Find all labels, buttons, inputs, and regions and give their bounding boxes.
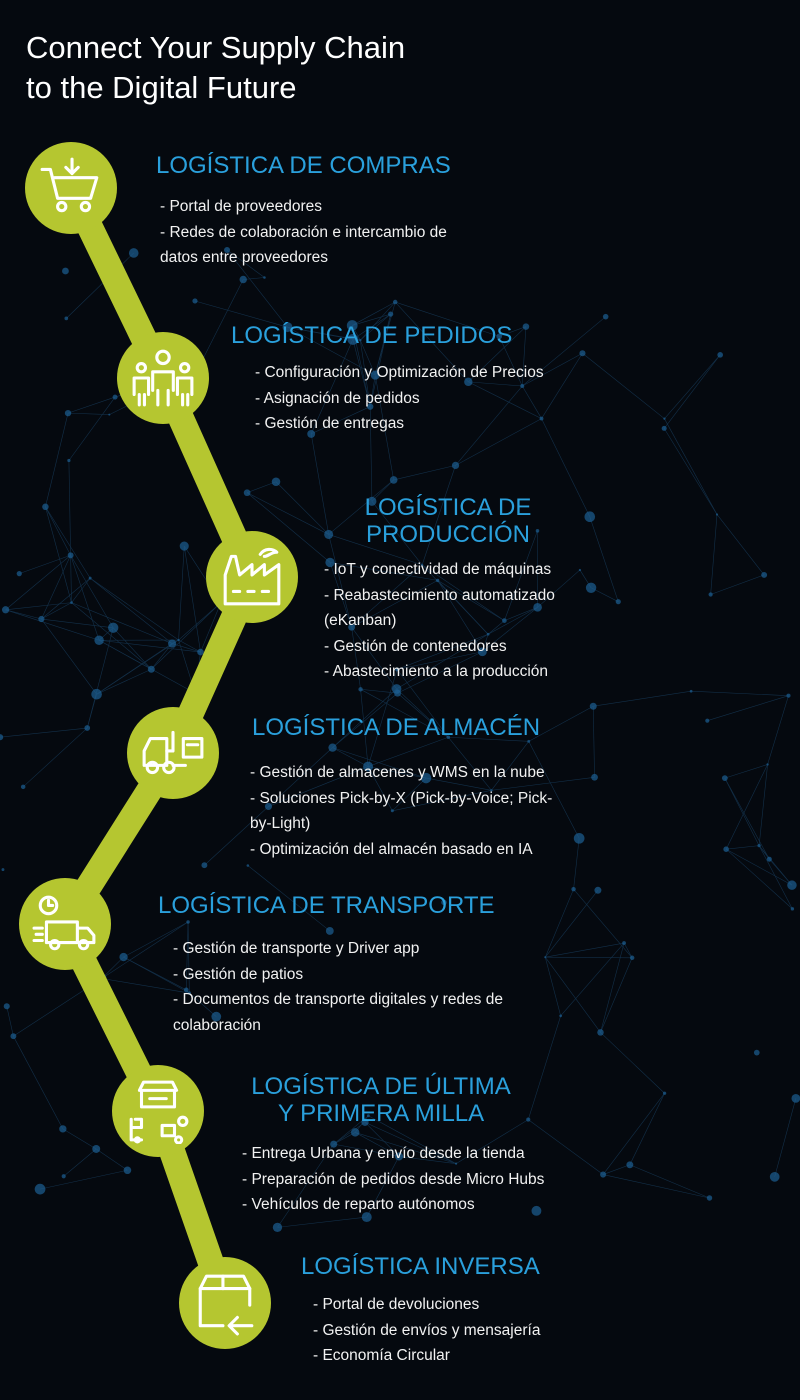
return-box-icon [192, 1270, 258, 1336]
shopping-cart-icon [38, 155, 104, 221]
stage-node-transporte [19, 878, 111, 970]
stage-node-pedidos [117, 332, 209, 424]
stage-list-transporte [173, 936, 503, 1038]
list-item: - Portal de proveedores [160, 198, 322, 215]
delivery-truck-icon [32, 891, 98, 957]
last-mile-icon [125, 1078, 191, 1144]
stage-heading-ultima-milla: LOGÍSTICA DE ÚLTIMA Y PRIMERA MILLA [251, 1073, 511, 1127]
list-item: - Entrega Urbana y envío desde la tienda [242, 1145, 525, 1162]
stage-heading-compras: LOGÍSTICA DE COMPRAS [156, 152, 451, 179]
page-title: Connect Your Supply Chain to the Digital Future [26, 30, 406, 105]
stage-list-ultima-milla [242, 1141, 544, 1218]
forklift-icon [140, 720, 206, 786]
list-item: (eKanban) [324, 612, 397, 629]
stage-heading-inversa: LOGÍSTICA INVERSA [301, 1253, 540, 1280]
stage-node-inversa [179, 1257, 271, 1349]
stage-list-inversa [313, 1292, 540, 1369]
list-item: - Gestión de almacenes y WMS en la nube [250, 764, 545, 781]
list-item: - Redes de colaboración e intercambio de [160, 223, 447, 241]
list-item: - Gestión de transporte y Driver app [173, 940, 420, 957]
list-item: - Documentos de transporte digitales y redes de [173, 991, 503, 1008]
list-item: - Vehículos de reparto autónomos [242, 1196, 475, 1213]
stage-node-almacen [127, 707, 219, 799]
list-item: - Abastecimiento a la producción [324, 663, 549, 680]
list-item: colaboración [173, 1016, 261, 1034]
list-item: - Asignación de pedidos [255, 389, 420, 407]
list-item: - Reabastecimiento automatizado [324, 586, 555, 604]
stage-heading-pedidos: LOGÍSTICA DE PEDIDOS [231, 322, 513, 349]
stage-heading-produccion: LOGÍSTICA DE PRODUCCIÓN [364, 494, 532, 548]
list-item: - Preparación de pedidos desde Micro Hubs [242, 1170, 545, 1188]
list-item: - IoT y conectividad de máquinas [324, 561, 552, 578]
list-item: - Gestión de contenedores [324, 637, 507, 655]
list-item: - Portal de devoluciones [313, 1296, 480, 1313]
stage-list-pedidos [255, 360, 544, 437]
list-item: - Economía Circular [313, 1347, 450, 1364]
list-item: - Configuración y Optimización de Precios [255, 364, 544, 381]
list-item: - Gestión de envíos y mensajería [313, 1321, 541, 1339]
list-item: - Optimización del almacén basado en IA [250, 840, 533, 858]
stage-list-almacen [250, 760, 552, 862]
people-icon [130, 345, 196, 411]
stage-heading-transporte: LOGÍSTICA DE TRANSPORTE [158, 892, 495, 919]
stage-node-compras [25, 142, 117, 234]
factory-icon [219, 544, 285, 610]
list-item: - Soluciones Pick-by-X (Pick-by-Voice; Pick- [250, 789, 553, 807]
list-item: datos entre proveedores [160, 249, 329, 266]
stage-list-produccion [324, 557, 555, 685]
stage-list-compras [160, 194, 447, 271]
list-item: by-Light) [250, 815, 311, 832]
list-item: - Gestión de patios [173, 965, 304, 983]
stage-heading-almacen: LOGÍSTICA DE ALMACÉN [252, 714, 541, 741]
stage-node-ultima-milla [112, 1065, 204, 1157]
list-item: - Gestión de entregas [255, 415, 405, 432]
stage-node-produccion [206, 531, 298, 623]
